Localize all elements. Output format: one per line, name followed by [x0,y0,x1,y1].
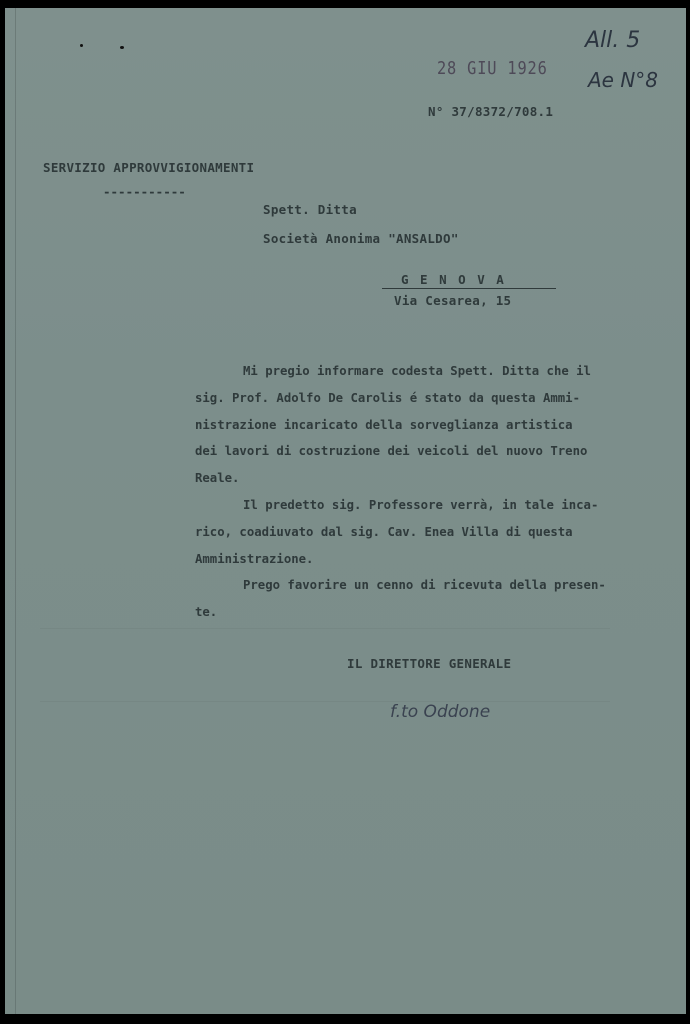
recipient-city: G E N O V A [401,272,506,287]
ink-speck [80,44,83,47]
protocol-number: N° 37/8372/708.1 [428,104,554,119]
ink-speck [120,46,124,49]
letter-sheet [5,8,686,1014]
body-line: Amministrazione. [195,551,314,566]
bleed-through-mark [40,628,610,702]
letter-body [195,358,665,626]
body-line: Prego favorire un cenno di ricevuta della presen- [243,578,606,593]
signature: f.to Oddone [390,702,491,722]
archive-annotation-line2: Ae N°8 [588,68,659,92]
body-line: Il predetto sig. Professore verrà, in tale inca- [243,497,599,512]
date-stamp: 28 GIU 1926 [437,58,548,79]
department-underline: ----------- [103,184,186,199]
body-line: sig. Prof. Adolfo De Carolis é stato da questa Ammi- [195,390,580,405]
sender-department: SERVIZIO APPROVVIGIONAMENTI [43,160,255,175]
archive-annotation-line1: All. 5 [585,28,641,53]
body-line: rico, coadiuvato dal sig. Cav. Enea Villa di questa [195,524,573,539]
recipient-company: Società Anonima "ANSALDO" [263,231,459,246]
body-line: te. [195,605,218,620]
body-line: dei lavori di costruzione dei veicoli del nuovo Treno [195,444,588,459]
body-line: nistrazione incaricato della sorveglianza artistica [195,417,573,432]
recipient-address: Via Cesarea, 15 [394,293,512,308]
closing-title: IL DIRETTORE GENERALE [347,656,512,671]
body-line: Reale. [195,471,240,486]
recipient-line1: Spett. Ditta [263,202,357,217]
body-line: Mi pregio informare codesta Spett. Ditta che il [243,364,591,378]
city-underline [382,288,556,289]
